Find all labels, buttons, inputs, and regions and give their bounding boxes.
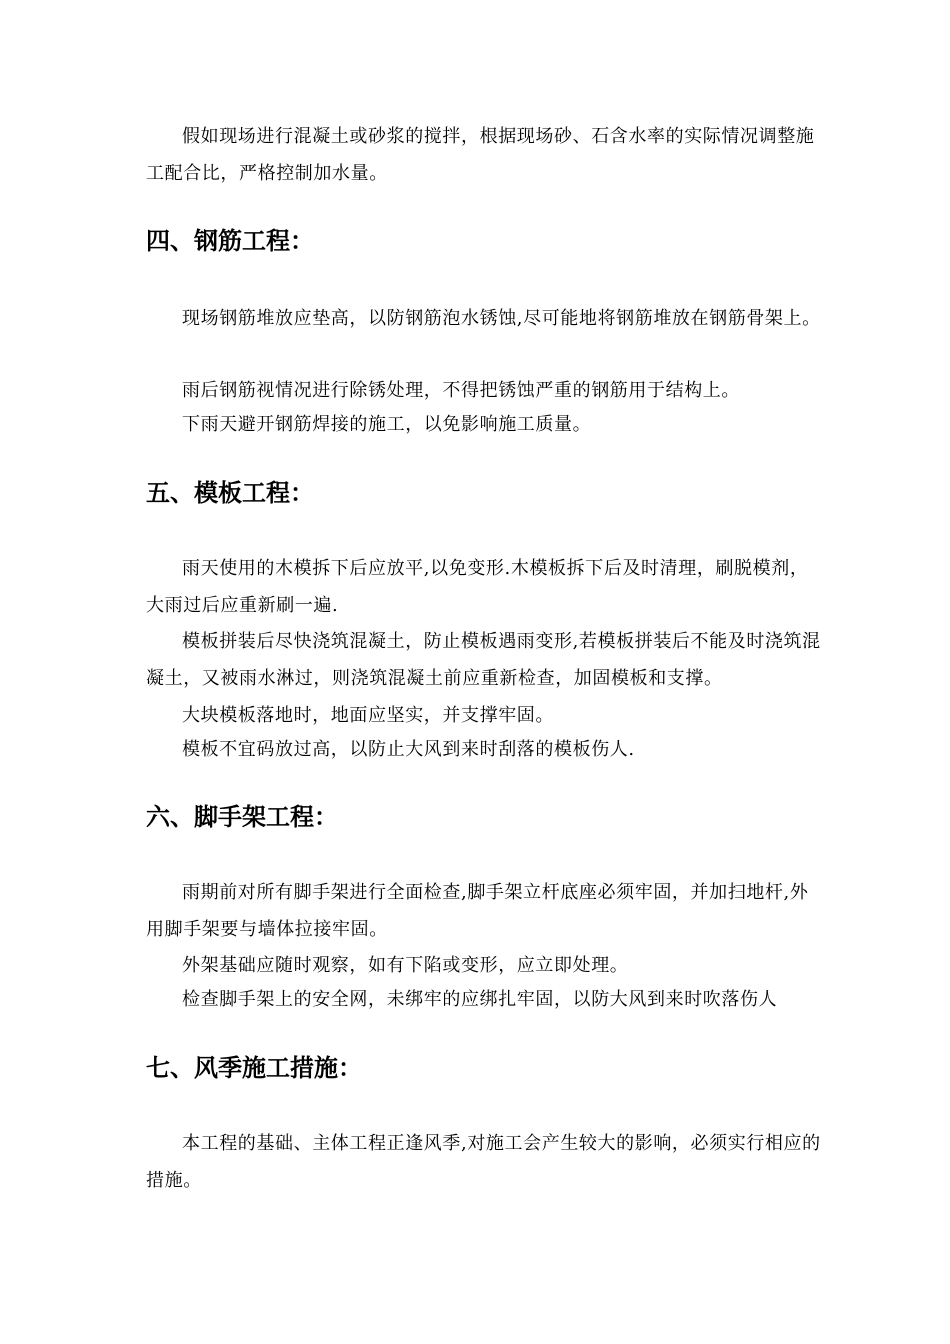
paragraph-rebar-rust: 雨后钢筋视情况进行除锈处理，不得把锈蚀严重的钢筋用于结构上。: [182, 380, 740, 401]
section-heading-formwork: 五、模板工程：: [146, 479, 314, 507]
paragraph-scaffold-safety-net: 检查脚手架上的安全网，未绑牢的应绑扎牢固，以防大风到来时吹落伤人: [182, 989, 778, 1010]
paragraph-wind-season: 本工程的基础、主体工程正逢风季,对施工会产生较大的影响，必须实行相应的措施。: [146, 1133, 821, 1191]
section-heading-rebar: 四、钢筋工程：: [146, 227, 314, 255]
section-heading-wind-season: 七、风季施工措施：: [146, 1054, 362, 1082]
paragraph-formwork-wood: 雨天使用的木模拆下后应放平,以免变形.木模板拆下后及时清理，刷脱模剂，大雨过后应重新刷一遍.: [146, 558, 809, 616]
paragraph-concrete-mixing: 假如现场进行混凝土或砂浆的搅拌，根据现场砂、石含水率的实际情况调整施工配合比，严格控制加水量。: [146, 126, 815, 184]
paragraph-formwork-ground: 大块模板落地时，地面应坚实，并支撑牢固。: [182, 705, 554, 726]
paragraph-formwork-assembly: 模板拼装后尽快浇筑混凝土，防止模板遇雨变形,若模板拼装后不能及时浇筑混凝土，又被雨水淋过，则浇筑混凝土前应重新检查，加固模板和支撑。: [146, 631, 821, 689]
paragraph-scaffold-foundation: 外架基础应随时观察，如有下陷或变形，应立即处理。: [182, 955, 629, 976]
paragraph-scaffold-inspection: 雨期前对所有脚手架进行全面检查,脚手架立杆底座必须牢固，并加扫地杆,外用脚手架要与墙体拉接牢固。: [146, 882, 809, 940]
section-heading-scaffolding: 六、脚手架工程：: [146, 803, 338, 831]
paragraph-formwork-stacking: 模板不宜码放过高，以防止大风到来时刮落的模板伤人.: [182, 739, 635, 760]
paragraph-rebar-storage: 现场钢筋堆放应垫高，以防钢筋泡水锈蚀,尽可能地将钢筋堆放在钢筋骨架上。: [182, 308, 821, 329]
paragraph-rebar-welding: 下雨天避开钢筋焊接的施工，以免影响施工质量。: [182, 414, 592, 435]
